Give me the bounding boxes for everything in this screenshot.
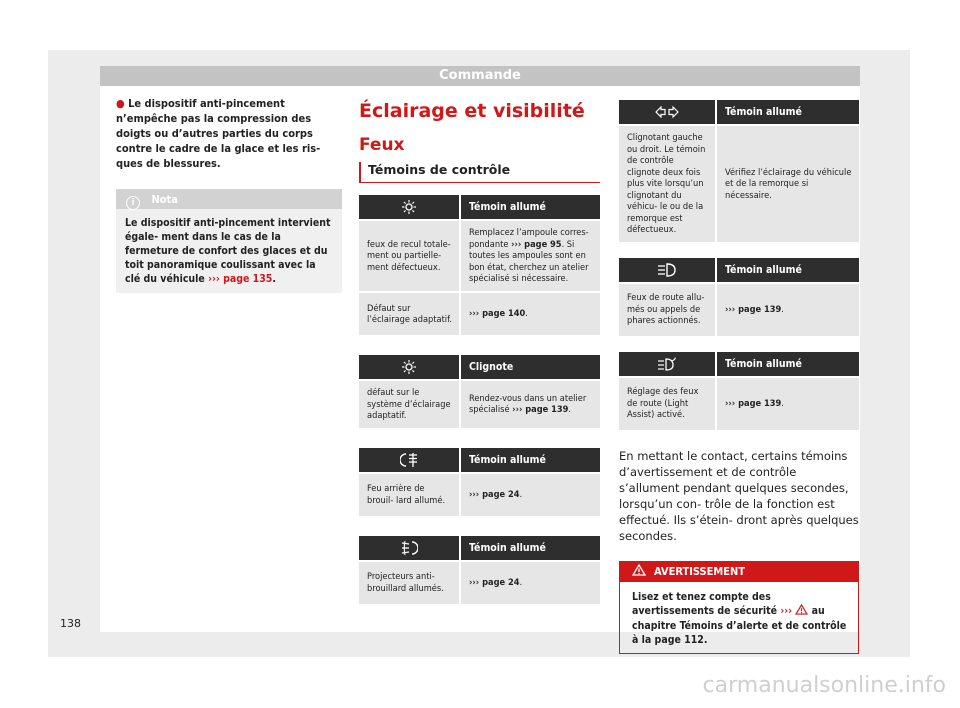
page-ref-link[interactable]: ››› (780, 605, 793, 617)
warning-text: au chapitre Témoins d’alerte et de contrôle à la page 112. (632, 605, 847, 646)
action-cell (460, 292, 600, 335)
action-text: . (519, 576, 523, 588)
cause-cell: Feux de route allu- més ou appels de phares actionnés. (619, 283, 716, 336)
indicator-table (619, 352, 859, 430)
table-header: Témoin allumé (460, 536, 600, 561)
cause-cell: Réglage des feux de route (Light Assist) activé. (619, 377, 716, 430)
indicator-table (359, 448, 600, 516)
cause-cell: Défaut sur l’éclairage adaptatif. (359, 292, 460, 335)
cause-cell: défaut sur le système d’éclairage adaptatif. (359, 380, 460, 428)
spacer (619, 242, 859, 258)
indicator-table (619, 100, 859, 242)
table-row (619, 125, 859, 242)
page-ref-link[interactable]: ››› page 139 (512, 404, 569, 416)
cause-cell: Clignotant gauche ou droit. Le témoin de contrôle clignote deux fois plus vite lorsqu’un clignotant du véhicu- le ou de la remorque est défectueux. (619, 125, 716, 242)
spacer (619, 336, 859, 352)
page-ref-link[interactable]: ››› page 139 (725, 397, 782, 409)
light-assist-icon (657, 357, 677, 371)
table-row (619, 377, 859, 430)
lamp-icon (401, 360, 417, 374)
note-title: Nota (151, 193, 178, 206)
action-cell (716, 283, 859, 336)
warning-box (619, 561, 859, 654)
table-row (359, 220, 600, 292)
action-text: Remplacez l’ampoule corres- pondante (469, 227, 589, 250)
note-period: . (272, 273, 276, 285)
spacer (359, 335, 600, 355)
action-cell: Vérifiez l’éclairage du véhicule et de la remorque si nécessaire. (716, 125, 859, 242)
bullet-dot-icon: ● (116, 97, 125, 110)
action-cell (460, 561, 600, 604)
indicator-icon-cell (359, 536, 460, 561)
note-box (116, 189, 342, 293)
warning-text: Lisez et tenez compte des avertissements de sécurité (632, 590, 781, 617)
high-beam-icon (657, 263, 677, 277)
warning-body (620, 582, 858, 653)
body-paragraph: En mettant le contact, certains témoins d’avertissement et de contrôle s’allument pendant quelques secondes, lorsqu’un con- trôle de la fonction est effectué. Ils s’étein- dront après quelques secondes. (619, 448, 859, 543)
warning-title: AVERTISSEMENT (654, 564, 746, 578)
indicator-icon-cell (359, 355, 460, 380)
table-header: Témoin allumé (716, 100, 859, 125)
turn-signal-icon (655, 106, 679, 118)
bullet-text: Le dispositif anti-pincement n’empêche pas la compression des doigts ou d’autres parties du corps contre le cadre de la glace et les ris- ques de blessures. (116, 97, 321, 170)
lamp-icon (401, 200, 417, 214)
table-row (359, 561, 600, 604)
indicator-icon-cell (359, 448, 460, 473)
front-fog-icon (400, 540, 418, 556)
action-text: . (781, 303, 784, 315)
indicator-icon-cell (619, 352, 716, 377)
table-header: Témoin allumé (460, 448, 600, 473)
section-header: Commande (100, 66, 860, 86)
cause-cell: Projecteurs anti- brouillard allumés. (359, 561, 460, 604)
cause-cell: Feu arrière de brouil- lard allumé. (359, 473, 460, 516)
rear-fog-icon (400, 452, 418, 468)
middle-column (359, 98, 600, 604)
note-body (116, 209, 342, 293)
action-cell (460, 473, 600, 516)
indicator-icon-cell (619, 258, 716, 283)
page-ref-link[interactable]: ››› page 135 (208, 273, 273, 285)
spacer (359, 516, 600, 536)
table-header: Témoin allumé (460, 195, 600, 220)
warning-triangle-icon (795, 604, 808, 615)
bullet-item (116, 96, 342, 171)
table-header: Témoin allumé (716, 352, 859, 377)
cause-cell: feux de recul totale- ment ou partielle- ment défectueux. (359, 220, 460, 292)
action-cell (716, 377, 859, 430)
action-text: . (525, 308, 528, 320)
page-ref-link[interactable]: ››› page 95 (511, 238, 562, 250)
indicator-table (359, 355, 600, 428)
warning-header (620, 562, 858, 582)
chapter-title: Éclairage et visibilité (359, 100, 585, 122)
note-header (116, 190, 342, 209)
info-icon: i (126, 196, 140, 210)
action-cell (460, 220, 600, 292)
indicator-table (359, 536, 600, 604)
action-text: Rendez-vous dans un atelier spécialisé (469, 392, 587, 416)
page-ref-link[interactable]: ››› page 140 (469, 308, 526, 320)
note-text: Le dispositif anti-pincement intervient égale- ment dans le cas de la fermeture de confort des glaces et du toit panoramique coulissant avec la clé du véhicule (125, 217, 331, 285)
right-column (619, 100, 859, 654)
action-text: . Si toutes les ampoules sont en bon état, cherchez un atelier spécialisé si nécessaire. (469, 238, 589, 285)
section-title: Feux (359, 135, 405, 155)
table-row (359, 292, 600, 335)
indicator-table (619, 258, 859, 336)
spacer (359, 428, 600, 448)
indicator-icon-cell (619, 100, 716, 125)
indicator-table (359, 195, 600, 335)
subsection-title: Témoins de contrôle (359, 162, 600, 183)
table-row (359, 473, 600, 516)
table-header: Témoin allumé (716, 258, 859, 283)
table-row (359, 380, 600, 428)
page-ref-link[interactable]: ››› page 24 (469, 488, 520, 500)
action-cell (460, 380, 600, 428)
warning-triangle-icon (632, 564, 646, 576)
table-row (619, 283, 859, 336)
page-ref-link[interactable]: ››› page 139 (725, 303, 782, 315)
page-number: 138 (60, 617, 81, 630)
table-header: Clignote (460, 355, 600, 380)
action-text: . (568, 404, 572, 416)
watermark: carmanualsonline.info (702, 673, 946, 698)
action-text: . (781, 397, 784, 409)
page-ref-link[interactable]: ››› page 24 (469, 576, 520, 588)
action-text: . (519, 488, 523, 500)
indicator-icon-cell (359, 195, 460, 220)
left-column (116, 96, 342, 293)
